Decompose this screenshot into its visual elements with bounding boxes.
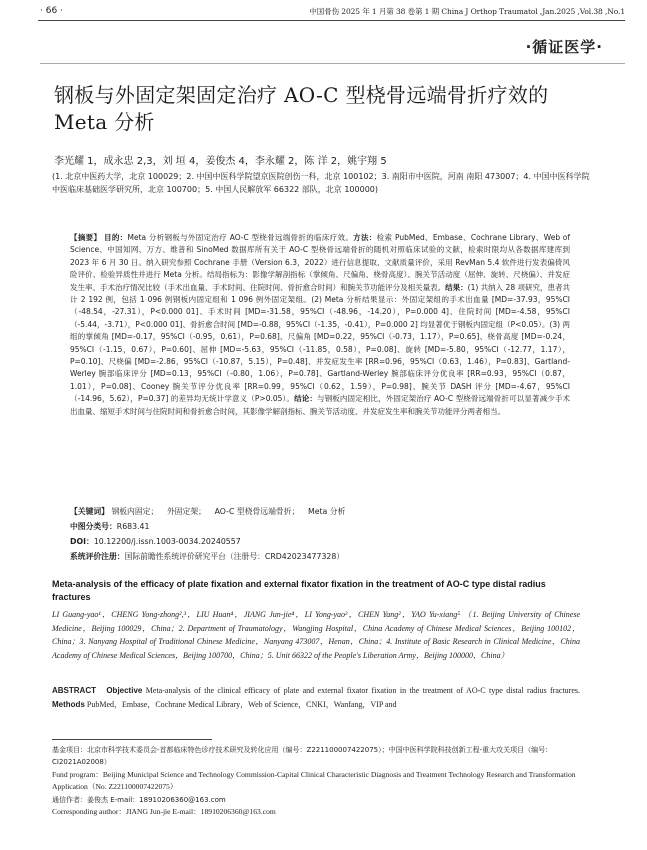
methods-en-text: PubMed，Embase，Cochrane Medical Library，Web of Science，CNKI，Wanfang，VIP and <box>86 700 397 709</box>
corresponding-en: Corresponding author：JIANG Jun-jie E-mail：18910206360@163.com <box>52 807 276 817</box>
keywords-row: 【关键词】 钢板内固定； 外固定架； AO-C 型桡骨远端骨折； Meta 分析 <box>70 507 346 516</box>
objective-text: Meta 分析钢板与外固定治疗 AO-C 型桡骨远端骨折的临床疗效。 <box>127 233 354 242</box>
keyword: AO-C 型桡骨远端骨折 <box>214 507 292 516</box>
keyword: Meta 分析 <box>307 507 346 516</box>
results-label: 结果： <box>445 282 468 292</box>
title-divider <box>40 63 625 64</box>
footnotes <box>52 744 580 818</box>
keywords-label: 【关键词】 <box>70 507 109 516</box>
author-list-cn: 李光耀 1，成永忠 2,3，刘 垣 4，姜俊杰 4，李永耀 2，陈 洋 2，姚宇翔 5 <box>54 156 387 167</box>
objective-en-text: Meta-analysis of the clinical efficacy of plate and external fixator fixation in the treatment of AO-C type distal radius fractures. <box>145 686 581 695</box>
column-tag: ·循证医学· <box>525 38 603 56</box>
authors-affiliations-en: LI Guang-yao¹，CHENG Yong-zhong²,³，LIU Huan⁴，JIANG Jun-jie⁴，LI Yong-yao²，CHEN Yang²，YAO Yu-xiang⁵ （1. Beijing University of Chinese Medicine，Beijing 100029，China；2. Department of Traumatology，Wangjing Hospital，China Academy of Chinese Medical Sciences，Beijing 100102，China；3. Nanyang Hospital of Traditional Chinese Medicine，Nanyang 473007，Henan，China；4. Institute of Basic Research in Clinical Medicine，China Academy of Chinese Medical Sciences，Beijing 100700，China；5. Unit 66322 of the People's Liberation Army，Beijing 100000，China） <box>52 610 580 660</box>
registration-value: 国际前瞻性系统评价研究平台（注册号：CRD42023477328） <box>124 552 345 561</box>
objective-label: 目的： <box>104 233 128 242</box>
footnote-divider <box>52 739 212 740</box>
article-metadata <box>70 504 570 564</box>
doi-label: DOI： <box>70 537 94 546</box>
conclusion-text: 与钢板内固定相比，外固定架治疗 AO-C 型桡骨远端骨折可以显著减少手术出血量、缩短手术时间与住院时间和骨折愈合时间，其影像学解剖指标、腕关节活动度、并发症发生率和腕关节功能评分两者相当。 <box>70 394 571 416</box>
abstract-cn <box>70 232 570 418</box>
fund-cn: 基金项目：北京市科学技术委员会-首都临床特色诊疗技术研究及转化应用（编号：Z221100007422075）；中国中医科学院科技创新工程-重大攻关项目（编号：CI2021A02008） <box>52 746 553 767</box>
methods-text: 检索 PubMed、Embase、Cochrane Library、Web of Science、中国知网、万方、维普和 SinoMed 数据库所有关于 AO-C 型桡骨远端骨折的随机对照临床试验的文献，检索时限均从各数据库建库到 2023 年 6 月 30 日。纳入研究参照 Cochrane 手册（Version 6.3，2022）进行信息提取、文献质量评价，采用 RevMan 5.4 软件进行发表偏倚风险评价、检验异质性并进行 Meta 分析。结局指标为：影像学解剖指标（掌倾角、尺偏角、桡骨高度）、腕关节活动度（屈伸、旋转、尺桡偏）、并发症发生率、手术治疗情况比较（手术出血量、手术时间、住院时间、骨折愈合时间）和腕关节功能评分及相关量表。 <box>70 233 571 292</box>
article-title-cn: 钢板与外固定架固定治疗 AO-C 型桡骨远端骨折疗效的 Meta 分析 <box>54 83 549 134</box>
abstract-en-label: ABSTRACT <box>52 686 96 695</box>
registration-label: 系统评价注册： <box>70 552 125 561</box>
header-divider <box>38 20 625 21</box>
registration-row <box>70 549 570 564</box>
methods-label: 方法： <box>353 233 377 242</box>
affiliations-cn: (1. 北京中医药大学，北京 100029；2. 中国中医科学院望京医院创伤一科，北京 100102；3. 南阳市中医院，河南 南阳 473007；4. 中国中医科学院中医临床基础医学研究所，北京 100700；5. 中国人民解放军 66322 部队，北京 100000) <box>52 172 590 194</box>
doi-row <box>70 534 570 549</box>
abstract-en <box>52 684 580 712</box>
classification-label: 中图分类号： <box>70 522 117 531</box>
keyword: 钢板内固定 <box>111 507 151 516</box>
doi-value[interactable]: 10.12200/j.issn.1003-0034.20240557 <box>93 537 241 546</box>
objective-en-label: Objective <box>106 686 143 695</box>
keyword: 外固定架 <box>166 507 199 516</box>
corresponding-cn: 通信作者：姜俊杰 E-mail：18910206360@163.com <box>52 795 226 804</box>
results-text: (1) 共纳入 28 项研究，患者共计 2 192 例，包括 1 096 例钢板内固定组和 1 096 例外固定架组。(2) Meta 分析结果显示：外固定架组的手术出血量 [MD=-37.93，95%CI（-48.54，-27.31），P<0.000 01]、手术时间 [MD=-31.58，95%CI（-48.96，-14.20），P=0.000 4]、住院时间 [MD=-4.58，95%CI（-5.44，-3.71），P<0.000 01]、骨折愈合时间 [MD=-0.88，95%CI（-1.35，-0.41），P=0.000 2] 均显著优于钢板内固定组（P<0.05）。(3) 两组的掌倾角 [MD=-0.17，95%CI（-0.95，0.61），P=0.68]、尺偏角 [MD=0.22，95%CI（-0.73，1.17），P=0.65]、桡骨高度 [MD=-0.24，95%CI（-1.15，0.67），P=0.60]、屈伸 [MD=-5.63，95%CI（-11.85，0.58），P=0.08]、旋转 [MD=-5.80，95%CI（-12.77，1.17），P=0.10]、尺桡偏 [MD=-2.86，95%CI（-10.87，5.15），P=0.48]、并发症发生率 [RR=0.96，95%CI（0.63，1.46），P=0.83]、Gartland-Werley 腕部临床评分 [MD=0.13，95%CI（-0.80，1.06），P=0.78]、Gartland-Werley 腕部临床评分优良率 [RR=0.93，95%CI（0.87，1.01），P=0.08]、Cooney 腕关节评分优良率 [RR=0.99，95%CI（0.62，1.59），P=0.98]、腕关节 DASH 评分 [MD=-4.67，95%CI（-14.96，5.62），P=0.37] 的差异均无统计学意义（P>0.05）。 <box>70 282 571 404</box>
classification-row <box>70 519 570 534</box>
methods-en-label: Methods <box>52 700 85 709</box>
article-title-en: Meta-analysis of the efficacy of plate fixation and external fixator fixation in the treatment of AO-C type distal radius fractures <box>52 579 546 602</box>
classification-value: R683.41 <box>116 522 150 531</box>
conclusion-label: 结论： <box>294 394 317 404</box>
abstract-label: 【摘要】 <box>70 233 102 242</box>
fund-en: Fund program：Beijing Municipal Science and Technology Commission-Capital Clinical Characteristic Diagnosis and Treatment Technology Research and Transformation Application（No. Z221100007422075） <box>52 769 576 792</box>
journal-running-header: 中国骨伤 2025 年 1 月第 38 卷第 1 期 China J Orthop Traumatol ,Jan.2025 ,Vol.38 ,No.1 <box>309 7 625 16</box>
page-number: · 66 · <box>40 6 63 16</box>
